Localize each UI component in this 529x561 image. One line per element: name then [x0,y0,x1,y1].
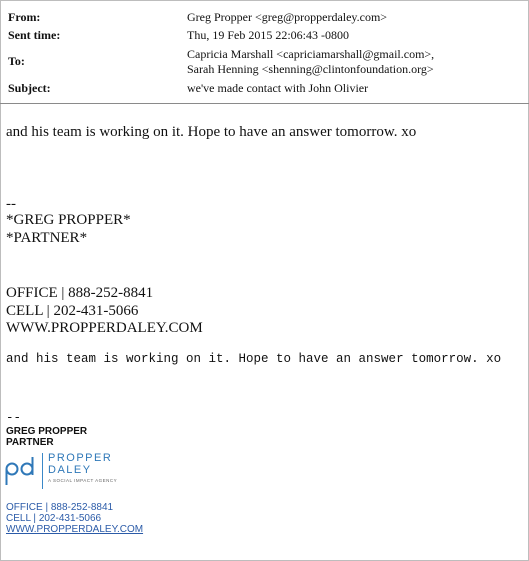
plain-cell-number[interactable]: 202-431-5066 [38,513,102,524]
signature-name: *GREG PROPPER* [6,212,131,228]
plain-website-link[interactable]: WWW.PROPPERDALEY.COM [6,524,144,535]
subject-value: we've made contact with John Olivier [187,81,369,95]
to-line-2: Sarah Henning <shenning@clintonfoundation.org> [187,62,434,76]
logo-separator [42,453,43,489]
to-label: To: [8,54,25,68]
message-text: and his team is working on it. Hope to have an answer tomorrow. xo [6,124,417,140]
from-value: Greg Propper <greg@propperdaley.com> [187,10,388,24]
plain-office-number[interactable]: 888-252-8841 [50,502,114,513]
logo-tagline: A SOCIAL IMPACT AGENCY [48,478,118,483]
signature-title: *PARTNER* [6,230,88,246]
plain-cell-label: CELL | [6,513,39,524]
logo-word-propper: PROPPER [48,452,113,464]
to-line-1: Capricia Marshall <capriciamarshall@gmail.com>, [187,47,435,61]
plain-signature-dash: -- [6,411,22,425]
header-divider [0,103,529,104]
website-text: WWW.PROPPERDALEY.COM [6,320,203,336]
office-phone: OFFICE | 888-252-8841 [6,285,154,301]
logo-word-daley: DALEY [48,464,92,476]
plain-office-line [6,502,113,513]
plain-signature-name: GREG PROPPER [6,426,88,437]
cell-phone: CELL | 202-431-5066 [6,303,139,319]
plain-cell-line [6,513,101,524]
plain-signature-title: PARTNER [6,437,54,448]
signature-dash: -- [6,196,16,212]
subject-label: Subject: [8,81,51,95]
plain-message-text: and his team is working on it. Hope to have an answer tomorrow. xo [6,352,502,366]
from-label: From: [8,10,41,24]
pd-logo-mark [5,456,37,486]
sent-value: Thu, 19 Feb 2015 22:06:43 -0800 [187,28,349,42]
plain-office-label: OFFICE | [6,502,51,513]
propper-daley-logo [5,450,135,492]
sent-label: Sent time: [8,28,61,42]
